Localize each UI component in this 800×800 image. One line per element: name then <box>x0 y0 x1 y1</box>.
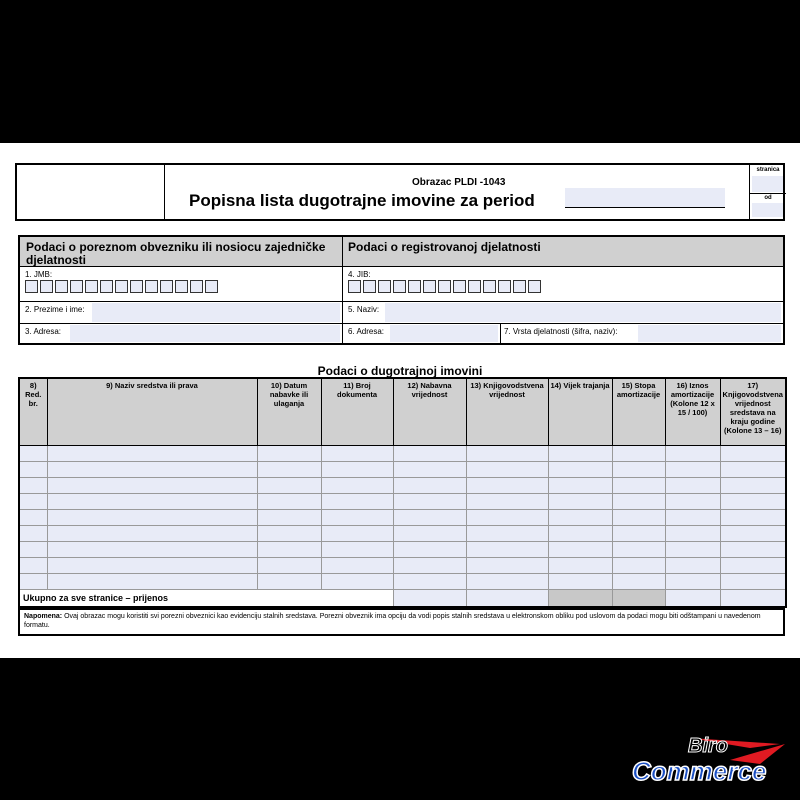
table-cell[interactable] <box>548 478 612 494</box>
table-cell[interactable] <box>612 526 665 542</box>
table-cell[interactable] <box>47 478 257 494</box>
table-row <box>19 574 786 590</box>
table-cell[interactable] <box>466 526 548 542</box>
table-cell[interactable] <box>548 494 612 510</box>
table-cell[interactable] <box>19 510 47 526</box>
logo-icon <box>630 730 790 790</box>
table-cell[interactable] <box>257 446 321 462</box>
table-cell[interactable] <box>393 542 466 558</box>
table-cell[interactable] <box>612 542 665 558</box>
table-cell[interactable] <box>720 558 786 574</box>
table-cell[interactable] <box>321 494 393 510</box>
logo-text-bottom: Commerce <box>632 756 767 786</box>
col-header: 15) Stopa amortizacije <box>612 378 665 446</box>
jib-input[interactable] <box>348 280 541 293</box>
table-cell[interactable] <box>393 574 466 590</box>
table-cell[interactable] <box>548 542 612 558</box>
registered-heading: Podaci o registrovanoj djelatnosti <box>348 240 541 254</box>
table-cell[interactable] <box>19 478 47 494</box>
table-row <box>19 446 786 462</box>
table-cell[interactable] <box>720 478 786 494</box>
table-cell[interactable] <box>257 574 321 590</box>
total-label: Ukupno za sve stranice – prijenos <box>19 590 393 608</box>
table-cell[interactable] <box>19 462 47 478</box>
table-cell[interactable] <box>47 542 257 558</box>
table-cell[interactable] <box>47 462 257 478</box>
table-cell[interactable] <box>393 462 466 478</box>
col-header: 10) Datum nabavke ili ulaganja <box>257 378 321 446</box>
table-cell[interactable] <box>548 462 612 478</box>
table-cell[interactable] <box>19 558 47 574</box>
table-cell[interactable] <box>257 462 321 478</box>
table-cell[interactable] <box>665 526 720 542</box>
taxpayer-heading: Podaci o poreznom obvezniku ili nosiocu zajedničke djelatnosti <box>26 240 326 267</box>
table-cell[interactable] <box>47 574 257 590</box>
table-cell[interactable] <box>257 542 321 558</box>
table-cell[interactable] <box>393 526 466 542</box>
table-cell[interactable] <box>466 558 548 574</box>
col-header: 9) Naziv sredstva ili prava <box>47 378 257 446</box>
form-title: Popisna lista dugotrajne imovine za period <box>189 191 535 210</box>
table-cell[interactable] <box>393 478 466 494</box>
biro-commerce-logo <box>630 730 790 790</box>
table-cell[interactable] <box>321 478 393 494</box>
note-text: Ovaj obrazac mogu koristiti svi porezni obveznici kao evidenciju stalnih sredstava. Porezni obveznik ima opciju da vodi popis stalnih sredstava u elektronskom obliku pod uslovom da podaci mogu biti odštampani u navedenom formatu. <box>24 613 761 629</box>
table-cell[interactable] <box>19 494 47 510</box>
table-cell[interactable] <box>665 542 720 558</box>
table-cell[interactable] <box>47 558 257 574</box>
registered-name-label: 5. Naziv: <box>348 305 380 314</box>
table-cell[interactable] <box>665 446 720 462</box>
col-header: 14) Vijek trajanja <box>548 378 612 446</box>
table-cell[interactable] <box>19 574 47 590</box>
jmb-label: 1. JMB: <box>25 270 53 279</box>
section-header <box>20 237 783 267</box>
registered-name-field[interactable] <box>385 303 781 322</box>
table-cell[interactable] <box>720 462 786 478</box>
table-cell[interactable] <box>393 446 466 462</box>
table-cell[interactable] <box>720 542 786 558</box>
table-cell[interactable] <box>393 494 466 510</box>
table-cell[interactable] <box>19 526 47 542</box>
activity-label: 7. Vrsta djelatnosti (šifra, naziv): <box>504 327 618 336</box>
col-header: 11) Broj dokumenta <box>321 378 393 446</box>
registered-address-field[interactable] <box>390 325 498 342</box>
table-cell[interactable] <box>720 494 786 510</box>
table-cell[interactable] <box>720 574 786 590</box>
total-cell[interactable] <box>393 590 466 608</box>
logo-text-top: Biro <box>688 735 728 757</box>
table-cell[interactable] <box>466 462 548 478</box>
table-row <box>19 558 786 574</box>
table-cell[interactable] <box>321 462 393 478</box>
table-cell[interactable] <box>612 510 665 526</box>
table-cell[interactable] <box>321 510 393 526</box>
note-box <box>18 608 785 636</box>
table-row <box>19 478 786 494</box>
total-row <box>19 590 786 608</box>
table-cell[interactable] <box>466 446 548 462</box>
address-label: 3. Adresa: <box>25 327 62 336</box>
table-cell[interactable] <box>257 526 321 542</box>
table-cell[interactable] <box>393 510 466 526</box>
table-header-row <box>19 378 786 446</box>
jib-label: 4. JIB: <box>348 270 371 279</box>
table-cell[interactable] <box>257 478 321 494</box>
table-cell[interactable] <box>665 478 720 494</box>
total-cell-disabled <box>612 590 665 608</box>
table-cell[interactable] <box>466 478 548 494</box>
table-cell[interactable] <box>19 446 47 462</box>
table-row <box>19 526 786 542</box>
name-label: 2. Prezime i ime: <box>25 305 85 314</box>
table-cell[interactable] <box>720 446 786 462</box>
name-field[interactable] <box>92 303 340 322</box>
table-cell[interactable] <box>720 526 786 542</box>
taxpayer-section <box>18 235 785 345</box>
table-cell[interactable] <box>321 558 393 574</box>
table-cell[interactable] <box>612 462 665 478</box>
table-cell[interactable] <box>257 494 321 510</box>
form-sheet <box>0 143 800 658</box>
period-field[interactable] <box>565 188 725 208</box>
table-cell[interactable] <box>548 446 612 462</box>
table-cell[interactable] <box>665 558 720 574</box>
table-cell[interactable] <box>47 446 257 462</box>
page-total-field[interactable] <box>752 203 783 217</box>
total-cell[interactable] <box>720 590 786 608</box>
table-row <box>19 494 786 510</box>
table-cell[interactable] <box>612 494 665 510</box>
table-cell[interactable] <box>548 558 612 574</box>
table-cell[interactable] <box>257 510 321 526</box>
table-row <box>19 542 786 558</box>
table-cell[interactable] <box>665 510 720 526</box>
table-cell[interactable] <box>612 446 665 462</box>
table-cell[interactable] <box>548 574 612 590</box>
table-cell[interactable] <box>665 574 720 590</box>
page-number-field[interactable] <box>752 176 783 192</box>
table-cell[interactable] <box>548 510 612 526</box>
table-cell[interactable] <box>47 510 257 526</box>
header-logo-area <box>17 165 165 219</box>
table-cell[interactable] <box>19 542 47 558</box>
table-row <box>19 510 786 526</box>
address-field[interactable] <box>70 325 340 342</box>
table-cell[interactable] <box>321 574 393 590</box>
table-cell[interactable] <box>257 558 321 574</box>
note-label: Napomena: <box>24 613 63 620</box>
table-cell[interactable] <box>393 558 466 574</box>
table-cell[interactable] <box>321 446 393 462</box>
table-cell[interactable] <box>665 462 720 478</box>
table-cell[interactable] <box>466 510 548 526</box>
registered-address-label: 6. Adresa: <box>348 327 385 336</box>
total-cell[interactable] <box>665 590 720 608</box>
col-header: 13) Knjigovodstvena vrijednost <box>466 378 548 446</box>
page-label: stranica <box>756 167 780 173</box>
table-cell[interactable] <box>612 478 665 494</box>
table-cell[interactable] <box>548 526 612 542</box>
table-cell[interactable] <box>47 494 257 510</box>
table-cell[interactable] <box>321 526 393 542</box>
form-header <box>15 163 785 221</box>
col-header: 8) Red. br. <box>19 378 47 446</box>
table-cell[interactable] <box>466 574 548 590</box>
table-cell[interactable] <box>665 494 720 510</box>
of-label: od <box>764 195 772 201</box>
table-cell[interactable] <box>47 526 257 542</box>
page-box <box>749 165 785 219</box>
jmb-input[interactable] <box>25 280 218 293</box>
form-code: Obrazac PLDI -1043 <box>412 177 506 188</box>
table-cell[interactable] <box>466 494 548 510</box>
col-header: 16) Iznos amortizacije (Kolone 12 x 15 / 100) <box>665 378 720 446</box>
assets-title: Podaci o dugotrajnoj imovini <box>317 364 483 378</box>
table-cell[interactable] <box>612 574 665 590</box>
total-cell[interactable] <box>466 590 548 608</box>
table-cell[interactable] <box>466 542 548 558</box>
total-cell-disabled <box>548 590 612 608</box>
table-cell[interactable] <box>321 542 393 558</box>
table-cell[interactable] <box>720 510 786 526</box>
table-cell[interactable] <box>612 558 665 574</box>
col-header: 12) Nabavna vrijednost <box>393 378 466 446</box>
col-header: 17) Knjigovodstvena vrijednost sredstava na kraju godine (Kolone 13 – 16) <box>720 378 786 446</box>
table-row <box>19 462 786 478</box>
activity-field[interactable] <box>638 325 781 342</box>
assets-table <box>18 377 787 608</box>
